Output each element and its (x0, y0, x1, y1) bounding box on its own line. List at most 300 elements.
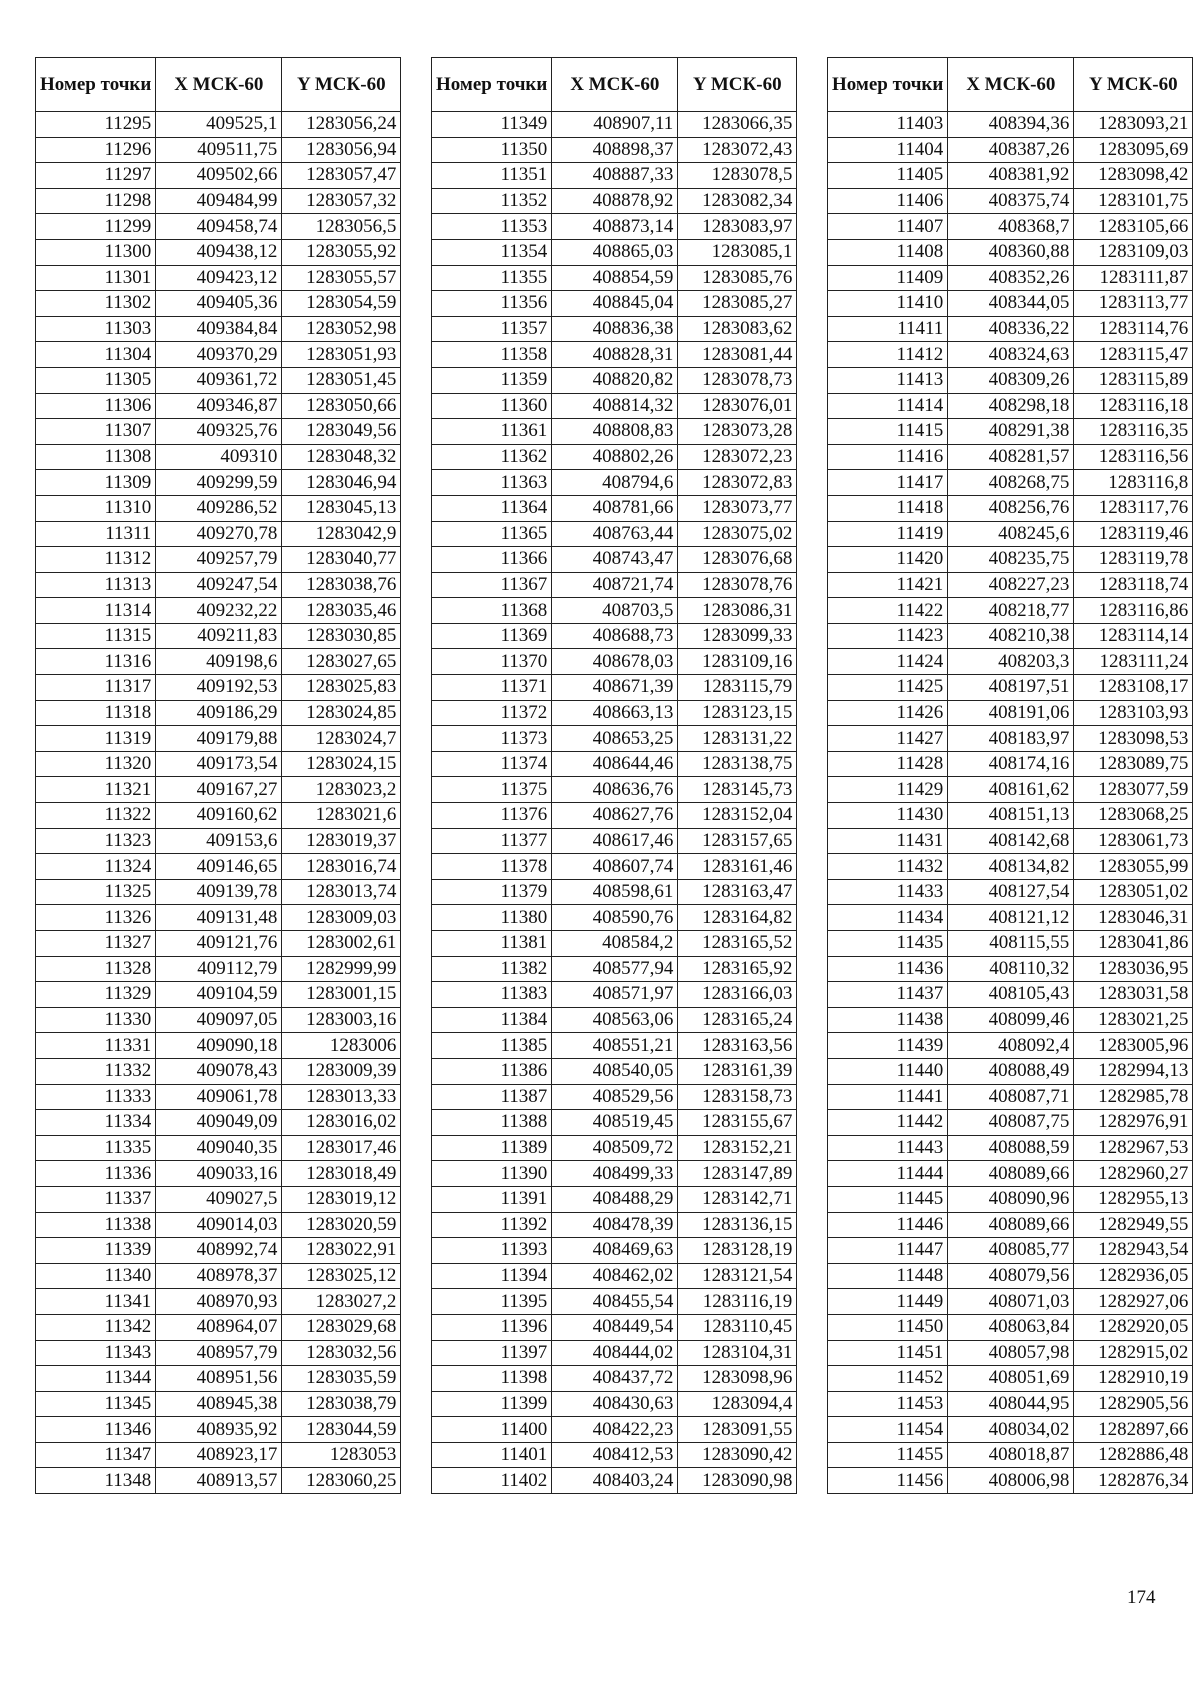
y-coordinate-cell: 1283145,73 (678, 777, 797, 803)
table-row (432, 879, 797, 905)
x-coordinate-cell: 408412,53 (552, 1442, 678, 1468)
y-coordinate-cell: 1283051,02 (1074, 879, 1193, 905)
y-coordinate-cell: 1283025,83 (282, 675, 401, 701)
table-row (432, 291, 797, 317)
table-row (432, 1084, 797, 1110)
x-coordinate-cell: 409484,99 (156, 188, 282, 214)
x-coordinate-cell: 408218,77 (948, 598, 1074, 624)
table-row (432, 1007, 797, 1033)
y-coordinate-cell: 1283052,98 (282, 316, 401, 342)
point-number-cell: 11359 (432, 367, 552, 393)
y-coordinate-cell: 1283020,59 (282, 1212, 401, 1238)
table-row (36, 675, 401, 701)
table-row (828, 1007, 1193, 1033)
point-number-cell: 11409 (828, 265, 948, 291)
x-coordinate-cell: 408309,26 (948, 367, 1074, 393)
table-body (432, 112, 797, 1494)
y-coordinate-cell: 1282949,55 (1074, 1212, 1193, 1238)
table-row (828, 265, 1193, 291)
point-number-cell: 11296 (36, 137, 156, 163)
point-number-cell: 11416 (828, 444, 948, 470)
y-coordinate-cell: 1283142,71 (678, 1186, 797, 1212)
point-number-cell: 11376 (432, 803, 552, 829)
table-row (36, 1007, 401, 1033)
x-coordinate-cell: 408087,75 (948, 1110, 1074, 1136)
x-coordinate-cell: 409423,12 (156, 265, 282, 291)
point-number-cell: 11371 (432, 675, 552, 701)
y-coordinate-cell: 1283123,15 (678, 700, 797, 726)
x-coordinate-cell: 408590,76 (552, 905, 678, 931)
y-coordinate-cell: 1283076,01 (678, 393, 797, 419)
table-row (432, 444, 797, 470)
point-number-cell: 11360 (432, 393, 552, 419)
table-header-row (36, 58, 401, 112)
point-number-cell: 11403 (828, 112, 948, 138)
point-number-cell: 11312 (36, 547, 156, 573)
x-coordinate-cell: 409511,75 (156, 137, 282, 163)
y-coordinate-cell: 1283165,92 (678, 956, 797, 982)
point-number-cell: 11426 (828, 700, 948, 726)
y-coordinate-cell: 1283094,4 (678, 1391, 797, 1417)
y-coordinate-cell: 1283042,9 (282, 521, 401, 547)
y-coordinate-cell: 1283121,54 (678, 1263, 797, 1289)
header-x-msk60: X МСК-60 (552, 58, 678, 112)
table-row (432, 1135, 797, 1161)
point-number-cell: 11305 (36, 367, 156, 393)
table-row (828, 1058, 1193, 1084)
x-coordinate-cell: 409173,54 (156, 751, 282, 777)
y-coordinate-cell: 1282994,13 (1074, 1058, 1193, 1084)
table-row (432, 649, 797, 675)
x-coordinate-cell: 409139,78 (156, 879, 282, 905)
x-coordinate-cell: 409090,18 (156, 1033, 282, 1059)
table-row (828, 1340, 1193, 1366)
y-coordinate-cell: 1283027,2 (282, 1289, 401, 1315)
x-coordinate-cell: 408743,47 (552, 547, 678, 573)
point-number-cell: 11423 (828, 623, 948, 649)
point-number-cell: 11352 (432, 188, 552, 214)
y-coordinate-cell: 1283035,46 (282, 598, 401, 624)
point-number-cell: 11322 (36, 803, 156, 829)
y-coordinate-cell: 1282876,34 (1074, 1468, 1193, 1494)
x-coordinate-cell: 408079,56 (948, 1263, 1074, 1289)
y-coordinate-cell: 1283056,5 (282, 214, 401, 240)
y-coordinate-cell: 1283041,86 (1074, 931, 1193, 957)
y-coordinate-cell: 1283045,13 (282, 495, 401, 521)
x-coordinate-cell: 408121,12 (948, 905, 1074, 931)
point-number-cell: 11450 (828, 1314, 948, 1340)
table-row (828, 1212, 1193, 1238)
x-coordinate-cell: 409049,09 (156, 1110, 282, 1136)
point-number-cell: 11353 (432, 214, 552, 240)
y-coordinate-cell: 1283098,96 (678, 1366, 797, 1392)
y-coordinate-cell: 1283013,33 (282, 1084, 401, 1110)
x-coordinate-cell: 408878,92 (552, 188, 678, 214)
table-row (432, 1110, 797, 1136)
x-coordinate-cell: 408478,39 (552, 1212, 678, 1238)
x-coordinate-cell: 408087,71 (948, 1084, 1074, 1110)
y-coordinate-cell: 1283021,6 (282, 803, 401, 829)
table-row (432, 931, 797, 957)
y-coordinate-cell: 1283103,93 (1074, 700, 1193, 726)
point-number-cell: 11355 (432, 265, 552, 291)
x-coordinate-cell: 409247,54 (156, 572, 282, 598)
point-number-cell: 11328 (36, 956, 156, 982)
y-coordinate-cell: 1283116,56 (1074, 444, 1193, 470)
table-row (432, 1289, 797, 1315)
point-number-cell: 11430 (828, 803, 948, 829)
y-coordinate-cell: 1283046,94 (282, 470, 401, 496)
table-row (828, 828, 1193, 854)
x-coordinate-cell: 408394,36 (948, 112, 1074, 138)
table-row (828, 214, 1193, 240)
table-row (36, 1340, 401, 1366)
table-row (828, 367, 1193, 393)
table-row (828, 316, 1193, 342)
table-row (432, 239, 797, 265)
x-coordinate-cell: 409146,65 (156, 854, 282, 880)
y-coordinate-cell: 1283164,82 (678, 905, 797, 931)
x-coordinate-cell: 409104,59 (156, 982, 282, 1008)
y-coordinate-cell: 1283006 (282, 1033, 401, 1059)
point-number-cell: 11321 (36, 777, 156, 803)
y-coordinate-cell: 1283163,47 (678, 879, 797, 905)
x-coordinate-cell: 408191,06 (948, 700, 1074, 726)
x-coordinate-cell: 409384,84 (156, 316, 282, 342)
header-y-msk60: Y МСК-60 (678, 58, 797, 112)
table-row (432, 265, 797, 291)
y-coordinate-cell: 1283057,47 (282, 163, 401, 189)
point-number-cell: 11445 (828, 1186, 948, 1212)
x-coordinate-cell: 408992,74 (156, 1238, 282, 1264)
table-row (36, 777, 401, 803)
x-coordinate-cell: 408387,26 (948, 137, 1074, 163)
point-number-cell: 11413 (828, 367, 948, 393)
table-row (828, 879, 1193, 905)
y-coordinate-cell: 1283023,2 (282, 777, 401, 803)
table-row (432, 495, 797, 521)
point-number-cell: 11338 (36, 1212, 156, 1238)
x-coordinate-cell: 408519,45 (552, 1110, 678, 1136)
table-row (36, 1417, 401, 1443)
coordinates-table-3 (827, 57, 1193, 1494)
point-number-cell: 11427 (828, 726, 948, 752)
table-row (828, 470, 1193, 496)
point-number-cell: 11390 (432, 1161, 552, 1187)
point-number-cell: 11438 (828, 1007, 948, 1033)
x-coordinate-cell: 408644,46 (552, 751, 678, 777)
table-row (36, 649, 401, 675)
table-row (432, 623, 797, 649)
x-coordinate-cell: 409097,05 (156, 1007, 282, 1033)
y-coordinate-cell: 1283035,59 (282, 1366, 401, 1392)
point-number-cell: 11432 (828, 854, 948, 880)
x-coordinate-cell: 408721,74 (552, 572, 678, 598)
y-coordinate-cell: 1283085,27 (678, 291, 797, 317)
table-row (432, 675, 797, 701)
table-row (36, 342, 401, 368)
table-row (828, 112, 1193, 138)
x-coordinate-cell: 408174,16 (948, 751, 1074, 777)
x-coordinate-cell: 409112,79 (156, 956, 282, 982)
table-row (432, 982, 797, 1008)
point-number-cell: 11447 (828, 1238, 948, 1264)
x-coordinate-cell: 409299,59 (156, 470, 282, 496)
y-coordinate-cell: 1283072,83 (678, 470, 797, 496)
x-coordinate-cell: 409014,03 (156, 1212, 282, 1238)
point-number-cell: 11452 (828, 1366, 948, 1392)
table-row (432, 572, 797, 598)
y-coordinate-cell: 1283109,16 (678, 649, 797, 675)
x-coordinate-cell: 409438,12 (156, 239, 282, 265)
header-x-msk60: X МСК-60 (948, 58, 1074, 112)
point-number-cell: 11295 (36, 112, 156, 138)
point-number-cell: 11309 (36, 470, 156, 496)
table-row (828, 239, 1193, 265)
point-number-cell: 11406 (828, 188, 948, 214)
point-number-cell: 11308 (36, 444, 156, 470)
table-row (828, 1263, 1193, 1289)
y-coordinate-cell: 1283116,19 (678, 1289, 797, 1315)
x-coordinate-cell: 408488,29 (552, 1186, 678, 1212)
point-number-cell: 11368 (432, 598, 552, 624)
table-row (828, 1417, 1193, 1443)
table-row (432, 367, 797, 393)
y-coordinate-cell: 1283090,42 (678, 1442, 797, 1468)
table-row (432, 1186, 797, 1212)
x-coordinate-cell: 409405,36 (156, 291, 282, 317)
point-number-cell: 11407 (828, 214, 948, 240)
y-coordinate-cell: 1283085,76 (678, 265, 797, 291)
x-coordinate-cell: 409179,88 (156, 726, 282, 752)
point-number-cell: 11404 (828, 137, 948, 163)
header-point-number: Номер точки (432, 58, 552, 112)
x-coordinate-cell: 408115,55 (948, 931, 1074, 957)
table-row (36, 495, 401, 521)
point-number-cell: 11434 (828, 905, 948, 931)
x-coordinate-cell: 408617,46 (552, 828, 678, 854)
point-number-cell: 11336 (36, 1161, 156, 1187)
point-number-cell: 11378 (432, 854, 552, 880)
point-number-cell: 11405 (828, 163, 948, 189)
point-number-cell: 11320 (36, 751, 156, 777)
point-number-cell: 11402 (432, 1468, 552, 1494)
table-row (36, 828, 401, 854)
x-coordinate-cell: 408898,37 (552, 137, 678, 163)
table-row (36, 444, 401, 470)
x-coordinate-cell: 409121,76 (156, 931, 282, 957)
x-coordinate-cell: 409167,27 (156, 777, 282, 803)
table-row (432, 1366, 797, 1392)
point-number-cell: 11425 (828, 675, 948, 701)
y-coordinate-cell: 1283046,31 (1074, 905, 1193, 931)
point-number-cell: 11415 (828, 419, 948, 445)
table-row (432, 137, 797, 163)
y-coordinate-cell: 1283061,73 (1074, 828, 1193, 854)
table-row (36, 1314, 401, 1340)
y-coordinate-cell: 1282910,19 (1074, 1366, 1193, 1392)
point-number-cell: 11310 (36, 495, 156, 521)
point-number-cell: 11449 (828, 1289, 948, 1315)
table-row (432, 828, 797, 854)
point-number-cell: 11365 (432, 521, 552, 547)
y-coordinate-cell: 1283016,02 (282, 1110, 401, 1136)
table-row (828, 1314, 1193, 1340)
table-row (432, 726, 797, 752)
y-coordinate-cell: 1283082,34 (678, 188, 797, 214)
x-coordinate-cell: 408836,38 (552, 316, 678, 342)
point-number-cell: 11362 (432, 444, 552, 470)
y-coordinate-cell: 1283001,15 (282, 982, 401, 1008)
x-coordinate-cell: 408653,25 (552, 726, 678, 752)
table-row (432, 1238, 797, 1264)
y-coordinate-cell: 1282985,78 (1074, 1084, 1193, 1110)
x-coordinate-cell: 408854,59 (552, 265, 678, 291)
point-number-cell: 11446 (828, 1212, 948, 1238)
x-coordinate-cell: 408571,97 (552, 982, 678, 1008)
y-coordinate-cell: 1283056,24 (282, 112, 401, 138)
x-coordinate-cell: 408828,31 (552, 342, 678, 368)
point-number-cell: 11335 (36, 1135, 156, 1161)
point-number-cell: 11422 (828, 598, 948, 624)
x-coordinate-cell: 408210,38 (948, 623, 1074, 649)
y-coordinate-cell: 1283049,56 (282, 419, 401, 445)
table-row (36, 854, 401, 880)
y-coordinate-cell: 1282927,06 (1074, 1289, 1193, 1315)
point-number-cell: 11429 (828, 777, 948, 803)
table-row (432, 342, 797, 368)
y-coordinate-cell: 1283117,76 (1074, 495, 1193, 521)
y-coordinate-cell: 1282976,91 (1074, 1110, 1193, 1136)
point-number-cell: 11398 (432, 1366, 552, 1392)
y-coordinate-cell: 1283111,87 (1074, 265, 1193, 291)
point-number-cell: 11436 (828, 956, 948, 982)
x-coordinate-cell: 408845,04 (552, 291, 678, 317)
table-row (36, 700, 401, 726)
y-coordinate-cell: 1283155,67 (678, 1110, 797, 1136)
point-number-cell: 11348 (36, 1468, 156, 1494)
table-row (432, 1212, 797, 1238)
table-row (36, 879, 401, 905)
y-coordinate-cell: 1283044,59 (282, 1417, 401, 1443)
table-row (828, 1161, 1193, 1187)
point-number-cell: 11324 (36, 854, 156, 880)
table-row (36, 931, 401, 957)
x-coordinate-cell: 408197,51 (948, 675, 1074, 701)
table-row (828, 547, 1193, 573)
x-coordinate-cell: 409346,87 (156, 393, 282, 419)
y-coordinate-cell: 1283098,42 (1074, 163, 1193, 189)
table-body (36, 112, 401, 1494)
point-number-cell: 11410 (828, 291, 948, 317)
x-coordinate-cell: 409257,79 (156, 547, 282, 573)
y-coordinate-cell: 1283075,02 (678, 521, 797, 547)
y-coordinate-cell: 1283038,76 (282, 572, 401, 598)
point-number-cell: 11332 (36, 1058, 156, 1084)
y-coordinate-cell: 1283091,55 (678, 1417, 797, 1443)
x-coordinate-cell: 408268,75 (948, 470, 1074, 496)
y-coordinate-cell: 1283166,03 (678, 982, 797, 1008)
table-row (828, 726, 1193, 752)
table-row (432, 751, 797, 777)
y-coordinate-cell: 1283038,79 (282, 1391, 401, 1417)
y-coordinate-cell: 1282960,27 (1074, 1161, 1193, 1187)
point-number-cell: 11351 (432, 163, 552, 189)
y-coordinate-cell: 1283108,17 (1074, 675, 1193, 701)
y-coordinate-cell: 1283128,19 (678, 1238, 797, 1264)
table-row (828, 982, 1193, 1008)
x-coordinate-cell: 408598,61 (552, 879, 678, 905)
x-coordinate-cell: 409160,62 (156, 803, 282, 829)
table-row (36, 956, 401, 982)
table-row (828, 1442, 1193, 1468)
y-coordinate-cell: 1283005,96 (1074, 1033, 1193, 1059)
point-number-cell: 11311 (36, 521, 156, 547)
table-row (828, 1084, 1193, 1110)
x-coordinate-cell: 409361,72 (156, 367, 282, 393)
point-number-cell: 11388 (432, 1110, 552, 1136)
point-number-cell: 11453 (828, 1391, 948, 1417)
x-coordinate-cell: 408375,74 (948, 188, 1074, 214)
table-row (828, 393, 1193, 419)
table-row (36, 367, 401, 393)
x-coordinate-cell: 408324,63 (948, 342, 1074, 368)
table-header-row (828, 58, 1193, 112)
x-coordinate-cell: 408663,13 (552, 700, 678, 726)
point-number-cell: 11367 (432, 572, 552, 598)
y-coordinate-cell: 1283055,57 (282, 265, 401, 291)
y-coordinate-cell: 1283089,75 (1074, 751, 1193, 777)
point-number-cell: 11444 (828, 1161, 948, 1187)
y-coordinate-cell: 1283083,97 (678, 214, 797, 240)
point-number-cell: 11384 (432, 1007, 552, 1033)
point-number-cell: 11330 (36, 1007, 156, 1033)
y-coordinate-cell: 1283085,1 (678, 239, 797, 265)
x-coordinate-cell: 409040,35 (156, 1135, 282, 1161)
table-row (432, 1161, 797, 1187)
y-coordinate-cell: 1283095,69 (1074, 137, 1193, 163)
y-coordinate-cell: 1283009,39 (282, 1058, 401, 1084)
point-number-cell: 11441 (828, 1084, 948, 1110)
x-coordinate-cell: 409211,83 (156, 623, 282, 649)
table-row (36, 1212, 401, 1238)
x-coordinate-cell: 408627,76 (552, 803, 678, 829)
point-number-cell: 11302 (36, 291, 156, 317)
point-number-cell: 11323 (36, 828, 156, 854)
table-row (432, 598, 797, 624)
table-row (432, 1263, 797, 1289)
y-coordinate-cell: 1283019,37 (282, 828, 401, 854)
table-row (36, 419, 401, 445)
y-coordinate-cell: 1283152,21 (678, 1135, 797, 1161)
x-coordinate-cell: 408607,74 (552, 854, 678, 880)
x-coordinate-cell: 408134,82 (948, 854, 1074, 880)
x-coordinate-cell: 408057,98 (948, 1340, 1074, 1366)
point-number-cell: 11358 (432, 342, 552, 368)
x-coordinate-cell: 408430,63 (552, 1391, 678, 1417)
point-number-cell: 11456 (828, 1468, 948, 1494)
x-coordinate-cell: 408529,56 (552, 1084, 678, 1110)
table-row (36, 470, 401, 496)
point-number-cell: 11440 (828, 1058, 948, 1084)
x-coordinate-cell: 409270,78 (156, 521, 282, 547)
table-row (432, 777, 797, 803)
table-body (828, 112, 1193, 1494)
y-coordinate-cell: 1282955,13 (1074, 1186, 1193, 1212)
y-coordinate-cell: 1283114,76 (1074, 316, 1193, 342)
x-coordinate-cell: 408090,96 (948, 1186, 1074, 1212)
y-coordinate-cell: 1283055,99 (1074, 854, 1193, 880)
